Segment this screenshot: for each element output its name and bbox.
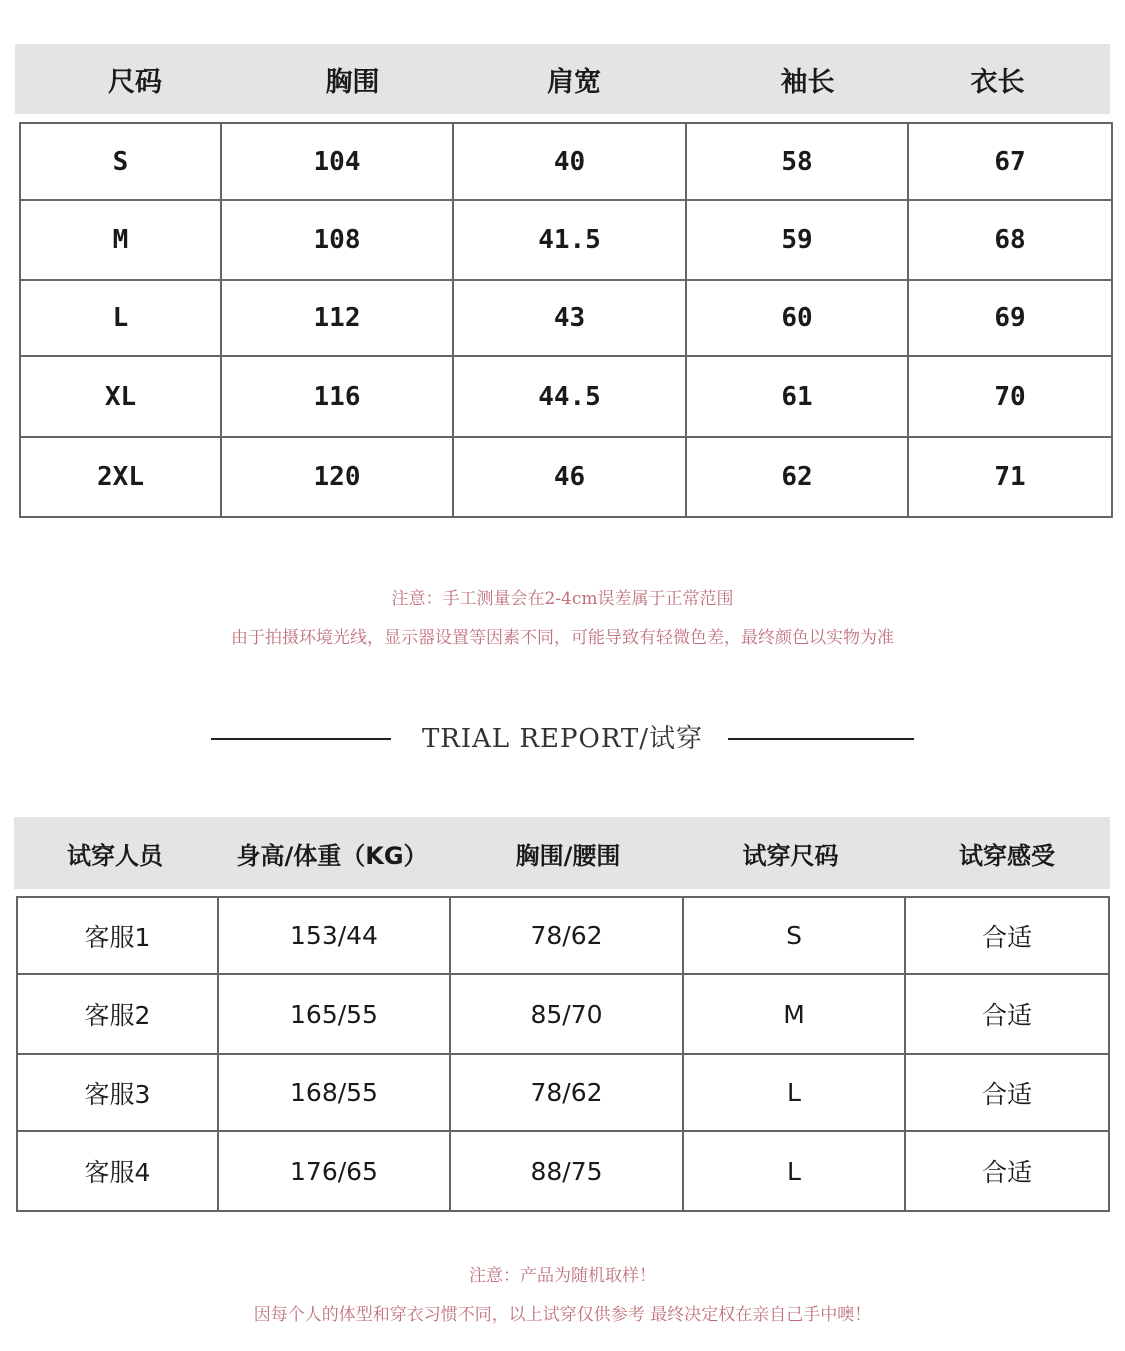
sleeve-cell: 61: [686, 356, 908, 437]
header-length: 衣长: [970, 66, 1025, 98]
trial-report-table: [16, 896, 1110, 1212]
size-cell: M: [20, 200, 221, 280]
header-height-weight: 身高/体重（KG）: [236, 841, 428, 870]
height-weight-cell: 153/44: [218, 897, 450, 974]
trial-size-cell: L: [683, 1054, 905, 1131]
sleeve-cell: 62: [686, 437, 908, 517]
size-cell: L: [20, 280, 221, 356]
size-cell: XL: [20, 356, 221, 437]
measurement-note: 注意：手工测量会在2-4cm误差属于正常范围: [391, 589, 734, 609]
divider-right: [728, 738, 914, 740]
sleeve-cell: 59: [686, 200, 908, 280]
header-shoulder: 肩宽: [547, 66, 601, 98]
tester-cell: 客服1: [17, 897, 218, 974]
divider-left: [211, 738, 391, 740]
size-cell: 2XL: [20, 437, 221, 517]
chest-cell: 104: [221, 123, 453, 200]
chest-waist-cell: 78/62: [450, 1054, 683, 1131]
fit-cell: 合适: [905, 1131, 1109, 1211]
color-difference-note: 由于拍摄环境光线，显示器设置等因素不同，可能导致有轻微色差，最终颜色以实物为准: [231, 628, 894, 648]
fit-cell: 合适: [905, 897, 1109, 974]
header-chest-waist: 胸围/腰围: [515, 841, 621, 870]
shoulder-cell: 40: [453, 123, 686, 200]
table-row: [20, 280, 1112, 356]
header-fit-feeling: 试穿感受: [959, 841, 1055, 870]
height-weight-cell: 165/55: [218, 974, 450, 1054]
shoulder-cell: 44.5: [453, 356, 686, 437]
random-sample-note: 注意：产品为随机取样！: [469, 1266, 656, 1286]
chest-cell: 112: [221, 280, 453, 356]
chest-cell: 120: [221, 437, 453, 517]
chest-cell: 108: [221, 200, 453, 280]
length-cell: 68: [908, 200, 1112, 280]
height-weight-cell: 168/55: [218, 1054, 450, 1131]
chest-waist-cell: 88/75: [450, 1131, 683, 1211]
reference-only-note: 因每个人的体型和穿衣习惯不同，以上试穿仅供参考 最终决定权在亲自己手中噢！: [253, 1305, 872, 1325]
tester-cell: 客服2: [17, 974, 218, 1054]
trial-report-header: [14, 817, 1110, 889]
fit-cell: 合适: [905, 1054, 1109, 1131]
chest-waist-cell: 85/70: [450, 974, 683, 1054]
trial-size-cell: S: [683, 897, 905, 974]
table-row: [17, 974, 1109, 1054]
shoulder-cell: 41.5: [453, 200, 686, 280]
sleeve-cell: 58: [686, 123, 908, 200]
table-row: [17, 1054, 1109, 1131]
table-row: [20, 356, 1112, 437]
header-size: 尺码: [108, 66, 162, 98]
table-row: [20, 437, 1112, 517]
header-trial-size: 试穿尺码: [742, 841, 839, 870]
sleeve-cell: 60: [686, 280, 908, 356]
tester-cell: 客服3: [17, 1054, 218, 1131]
tester-cell: 客服4: [17, 1131, 218, 1211]
chest-waist-cell: 78/62: [450, 897, 683, 974]
length-cell: 69: [908, 280, 1112, 356]
height-weight-cell: 176/65: [218, 1131, 450, 1211]
size-chart-table: [19, 122, 1113, 518]
shoulder-cell: 43: [453, 280, 686, 356]
length-cell: 71: [908, 437, 1112, 517]
table-row: [17, 897, 1109, 974]
table-row: [20, 200, 1112, 280]
size-cell: S: [20, 123, 221, 200]
header-chest: 胸围: [325, 66, 380, 98]
table-row: [17, 1131, 1109, 1211]
fit-cell: 合适: [905, 974, 1109, 1054]
header-sleeve: 袖长: [780, 66, 835, 98]
section-title: TRIAL REPORT/试穿: [421, 724, 704, 754]
size-chart-header: [15, 44, 1110, 114]
header-tester: 试穿人员: [67, 841, 163, 870]
trial-size-cell: L: [683, 1131, 905, 1211]
chest-cell: 116: [221, 356, 453, 437]
length-cell: 67: [908, 123, 1112, 200]
length-cell: 70: [908, 356, 1112, 437]
shoulder-cell: 46: [453, 437, 686, 517]
trial-size-cell: M: [683, 974, 905, 1054]
table-row: [20, 123, 1112, 200]
